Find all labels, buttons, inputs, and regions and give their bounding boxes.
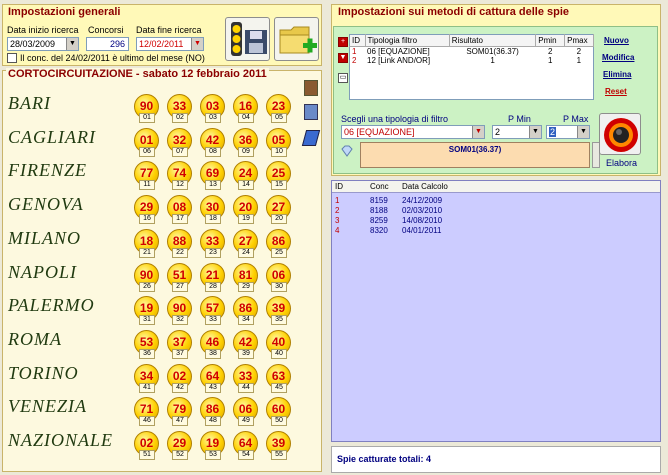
formula-text: SOM01(36.37) bbox=[448, 145, 502, 154]
ball-position-label: 45 bbox=[271, 383, 287, 393]
wheel-name: NAPOLI bbox=[8, 261, 77, 282]
ball-position-label: 16 bbox=[139, 214, 155, 224]
ball-position-label: 27 bbox=[172, 282, 188, 292]
drawn-number-ball[interactable]: 64 bbox=[200, 364, 225, 389]
remove-icon[interactable]: ▼ bbox=[339, 54, 347, 61]
end-date-value: 12/02/2011 bbox=[139, 39, 184, 49]
target-icon bbox=[600, 114, 642, 156]
table-row[interactable] bbox=[350, 56, 594, 65]
floppy-disk-icon bbox=[226, 18, 271, 62]
ball-position-label: 39 bbox=[238, 349, 254, 359]
drawn-number-ball[interactable]: 88 bbox=[167, 229, 192, 254]
ball-position-label: 41 bbox=[139, 383, 155, 393]
ball-position-label: 37 bbox=[172, 349, 188, 359]
add-icon[interactable]: + bbox=[338, 37, 348, 47]
drawn-number-ball[interactable]: 39 bbox=[266, 431, 291, 456]
ball-position-label: 03 bbox=[205, 113, 221, 123]
ball-position-label: 44 bbox=[238, 383, 254, 393]
drawn-number-ball[interactable]: 42 bbox=[233, 330, 258, 355]
ball-position-label: 48 bbox=[205, 416, 221, 426]
ball-position-label: 38 bbox=[205, 349, 221, 359]
col-id: ID bbox=[335, 182, 343, 191]
filter-table bbox=[349, 34, 594, 100]
formula-box[interactable] bbox=[360, 142, 590, 168]
list-cell-id: 4 bbox=[335, 226, 340, 235]
wheel-name: MILANO bbox=[8, 227, 81, 248]
wheel-name: PALERMO bbox=[8, 295, 95, 316]
ball-position-label: 18 bbox=[205, 214, 221, 224]
ball-position-label: 29 bbox=[238, 282, 254, 292]
row-pmin: 1 bbox=[547, 56, 553, 65]
row-pmax: 2 bbox=[576, 47, 582, 56]
drawn-number-ball[interactable]: 19 bbox=[134, 296, 159, 321]
drawn-number-ball[interactable]: 25 bbox=[266, 161, 291, 186]
drawn-number-ball[interactable]: 90 bbox=[134, 94, 159, 119]
pmin-select[interactable] bbox=[492, 125, 542, 139]
drawn-number-ball[interactable]: 27 bbox=[266, 195, 291, 220]
col-conc: Conc bbox=[370, 182, 389, 191]
copy-icon[interactable]: ▭ bbox=[339, 74, 347, 81]
list-cell-date: 04/01/2011 bbox=[402, 226, 442, 235]
row-result: SOM01(36.37) bbox=[466, 47, 519, 56]
pmax-label: P Max bbox=[563, 114, 589, 124]
run-button[interactable] bbox=[599, 113, 641, 155]
folder-add-icon bbox=[275, 18, 320, 62]
contests-value: 296 bbox=[109, 39, 125, 49]
end-date-select[interactable] bbox=[136, 37, 204, 51]
ball-position-label: 23 bbox=[205, 248, 221, 258]
drawn-number-ball[interactable]: 74 bbox=[167, 161, 192, 186]
wheel-name: TORINO bbox=[8, 362, 79, 383]
ball-position-label: 11 bbox=[139, 180, 155, 190]
list-cell-conc: 8159 bbox=[370, 196, 388, 205]
row-result: 1 bbox=[490, 56, 495, 65]
col-date: Data Calcolo bbox=[402, 182, 448, 191]
add-folder-button[interactable] bbox=[274, 17, 319, 61]
row-pmin: 2 bbox=[547, 47, 553, 56]
drawn-number-ball[interactable]: 37 bbox=[167, 330, 192, 355]
drawn-number-ball[interactable]: 02 bbox=[134, 431, 159, 456]
drawn-number-ball[interactable]: 51 bbox=[167, 263, 192, 288]
drawn-number-ball[interactable]: 32 bbox=[167, 128, 192, 153]
list-item[interactable] bbox=[332, 216, 542, 225]
ball-position-label: 14 bbox=[238, 180, 254, 190]
ball-position-label: 22 bbox=[172, 248, 188, 258]
drawn-number-ball[interactable]: 19 bbox=[200, 431, 225, 456]
ball-position-label: 55 bbox=[271, 450, 287, 460]
start-date-label: Data inizio ricerca bbox=[7, 25, 79, 35]
list-cell-conc: 8188 bbox=[370, 206, 388, 215]
wheel-name: GENOVA bbox=[8, 194, 84, 215]
drawn-number-ball[interactable]: 86 bbox=[200, 397, 225, 422]
draw-title: CORTOCIRCUITAZIONE - sabato 12 febbraio 2011 bbox=[8, 68, 267, 80]
ball-position-label: 02 bbox=[172, 113, 188, 123]
drawn-number-ball[interactable]: 02 bbox=[167, 364, 192, 389]
pmin-label: P Min bbox=[508, 114, 531, 124]
save-button[interactable] bbox=[225, 17, 270, 61]
drawn-number-ball[interactable]: 29 bbox=[134, 195, 159, 220]
drawn-number-ball[interactable]: 39 bbox=[266, 296, 291, 321]
row-pmax: 1 bbox=[576, 56, 582, 65]
ball-position-label: 26 bbox=[139, 282, 155, 292]
ball-position-label: 32 bbox=[172, 315, 188, 325]
choose-filter-label: Scegli una tipologia di filtro bbox=[341, 114, 449, 124]
ball-position-label: 17 bbox=[172, 214, 188, 224]
ball-position-label: 35 bbox=[271, 315, 287, 325]
ball-position-label: 49 bbox=[238, 416, 254, 426]
ball-position-label: 04 bbox=[238, 113, 254, 123]
drawn-number-ball[interactable]: 27 bbox=[233, 229, 258, 254]
wheel-name: VENEZIA bbox=[8, 396, 87, 417]
drawn-number-ball[interactable]: 79 bbox=[167, 397, 192, 422]
ball-position-label: 30 bbox=[271, 282, 287, 292]
list-cell-date: 24/12/2009 bbox=[402, 196, 443, 205]
drawn-number-ball[interactable]: 21 bbox=[200, 263, 225, 288]
wheel-name: ROMA bbox=[8, 328, 62, 349]
drawn-number-ball[interactable]: 46 bbox=[200, 330, 225, 355]
pmax-select[interactable] bbox=[546, 125, 590, 139]
list-cell-conc: 8320 bbox=[370, 226, 388, 235]
ball-position-label: 53 bbox=[205, 450, 221, 460]
wheel-name: CAGLIARI bbox=[8, 126, 96, 147]
ball-position-label: 42 bbox=[172, 383, 188, 393]
ball-position-label: 24 bbox=[238, 248, 254, 258]
drawn-number-ball[interactable]: 08 bbox=[167, 195, 192, 220]
pmin-value: 2 bbox=[495, 127, 501, 137]
drawn-number-ball[interactable]: 18 bbox=[134, 229, 159, 254]
drawn-number-ball[interactable]: 69 bbox=[200, 161, 225, 186]
total-label: Spie catturate totali: 4 bbox=[337, 454, 432, 464]
drawn-number-ball[interactable]: 06 bbox=[266, 263, 291, 288]
row-type: 12 [Link AND/OR] bbox=[367, 56, 431, 65]
drawn-number-ball[interactable]: 86 bbox=[233, 296, 258, 321]
drawn-number-ball[interactable]: 42 bbox=[200, 128, 225, 153]
drawn-number-ball[interactable]: 33 bbox=[200, 229, 225, 254]
drawn-number-ball[interactable]: 77 bbox=[134, 161, 159, 186]
ball-position-label: 43 bbox=[205, 383, 221, 393]
ball-position-label: 05 bbox=[271, 113, 287, 123]
delete-link[interactable]: Elimina bbox=[603, 70, 632, 79]
drawn-number-ball[interactable]: 23 bbox=[266, 94, 291, 119]
spy-settings-title: Impostazioni sui metodi di cattura delle spie bbox=[338, 6, 570, 18]
drawn-number-ball[interactable]: 63 bbox=[266, 364, 291, 389]
start-date-select[interactable] bbox=[7, 37, 79, 51]
ball-position-label: 51 bbox=[139, 450, 155, 460]
wheel-name: BARI bbox=[8, 93, 51, 113]
ball-position-label: 40 bbox=[271, 349, 287, 359]
chart-icon[interactable] bbox=[304, 80, 318, 96]
list-cell-id: 3 bbox=[335, 216, 340, 225]
contests-input[interactable] bbox=[86, 37, 129, 51]
drawn-number-ball[interactable]: 71 bbox=[134, 397, 159, 422]
ball-position-label: 36 bbox=[139, 349, 155, 359]
list-cell-id: 1 bbox=[335, 196, 340, 205]
ball-position-label: 46 bbox=[139, 416, 155, 426]
col-pmin: Pmin bbox=[536, 35, 565, 47]
drawn-number-ball[interactable]: 20 bbox=[233, 195, 258, 220]
drawn-number-ball[interactable]: 53 bbox=[134, 330, 159, 355]
list-cell-id: 2 bbox=[335, 206, 340, 215]
table-row[interactable] bbox=[350, 47, 594, 57]
filter-type-select[interactable] bbox=[341, 125, 485, 139]
drawn-number-ball[interactable]: 64 bbox=[233, 431, 258, 456]
drawn-number-ball[interactable]: 33 bbox=[167, 94, 192, 119]
last-of-month-label: Il conc. del 24/02/2011 è ultimo del mese (NO) bbox=[20, 53, 205, 63]
drawn-number-ball[interactable]: 90 bbox=[134, 263, 159, 288]
ball-position-label: 50 bbox=[271, 416, 287, 426]
ball-position-label: 25 bbox=[271, 248, 287, 258]
start-date-value: 28/03/2009 bbox=[10, 39, 56, 49]
ball-position-label: 28 bbox=[205, 282, 221, 292]
chevron-down-icon: ▼ bbox=[577, 126, 589, 138]
document-icon[interactable] bbox=[304, 104, 318, 120]
drawn-number-ball[interactable]: 30 bbox=[200, 195, 225, 220]
col-id: ID bbox=[350, 35, 366, 47]
ball-position-label: 21 bbox=[139, 248, 155, 258]
drawn-number-ball[interactable]: 06 bbox=[233, 397, 258, 422]
drawn-number-ball[interactable]: 01 bbox=[134, 128, 159, 153]
calc-list-header bbox=[332, 181, 660, 193]
ball-position-label: 54 bbox=[238, 450, 254, 460]
drawn-number-ball[interactable]: 34 bbox=[134, 364, 159, 389]
last-of-month-checkbox[interactable] bbox=[7, 53, 17, 63]
contests-label: Concorsi bbox=[88, 25, 124, 35]
drawn-number-ball[interactable]: 90 bbox=[167, 296, 192, 321]
drawn-number-ball[interactable]: 24 bbox=[233, 161, 258, 186]
diamond-icon[interactable] bbox=[340, 144, 354, 158]
list-item[interactable] bbox=[332, 206, 542, 215]
drawn-number-ball[interactable]: 33 bbox=[233, 364, 258, 389]
reset-link[interactable]: Reset bbox=[605, 87, 627, 96]
ball-position-label: 09 bbox=[238, 147, 254, 157]
wheel-name: FIRENZE bbox=[8, 160, 87, 181]
ball-position-label: 08 bbox=[205, 147, 221, 157]
ball-position-label: 47 bbox=[172, 416, 188, 426]
general-settings-title: Impostazioni generali bbox=[8, 6, 121, 18]
col-pmax: Pmax bbox=[565, 35, 594, 47]
list-cell-conc: 8259 bbox=[370, 216, 388, 225]
ball-position-label: 06 bbox=[139, 147, 155, 157]
drawn-number-ball[interactable]: 60 bbox=[266, 397, 291, 422]
ball-position-label: 01 bbox=[139, 113, 155, 123]
total-panel bbox=[331, 446, 661, 473]
list-item[interactable] bbox=[332, 196, 542, 205]
ball-position-label: 31 bbox=[139, 315, 155, 325]
list-cell-date: 14/08/2010 bbox=[402, 216, 443, 225]
edit-link[interactable]: Modifica bbox=[602, 53, 635, 62]
ball-position-label: 52 bbox=[172, 450, 188, 460]
row-id: 2 bbox=[352, 56, 357, 65]
ball-position-label: 19 bbox=[238, 214, 254, 224]
row-type: 06 [EQUAZIONE] bbox=[367, 47, 430, 56]
wheel-name: NAZIONALE bbox=[8, 430, 114, 450]
ball-position-label: 33 bbox=[205, 315, 221, 325]
ball-position-label: 34 bbox=[238, 315, 254, 325]
filter-type-value: 06 [EQUAZIONE] bbox=[344, 127, 415, 137]
drawn-number-ball[interactable]: 03 bbox=[200, 94, 225, 119]
ball-position-label: 12 bbox=[172, 180, 188, 190]
pmax-value: 2 bbox=[550, 127, 556, 137]
chevron-down-icon: ▼ bbox=[191, 38, 203, 50]
chevron-down-icon: ▼ bbox=[66, 38, 78, 50]
end-date-label: Data fine ricerca bbox=[136, 25, 202, 35]
ball-position-label: 13 bbox=[205, 180, 221, 190]
chevron-down-icon: ▼ bbox=[472, 126, 484, 138]
drawn-number-ball[interactable]: 81 bbox=[233, 263, 258, 288]
ball-position-label: 07 bbox=[172, 147, 188, 157]
drawn-number-ball[interactable]: 05 bbox=[266, 128, 291, 153]
drawn-number-ball[interactable]: 16 bbox=[233, 94, 258, 119]
ball-position-label: 10 bbox=[271, 147, 287, 157]
list-cell-date: 02/03/2010 bbox=[402, 206, 443, 215]
new-link[interactable]: Nuovo bbox=[604, 36, 629, 45]
drawn-number-ball[interactable]: 57 bbox=[200, 296, 225, 321]
list-item[interactable] bbox=[332, 226, 542, 235]
col-type: Tipologia filtro bbox=[365, 35, 449, 47]
drawn-number-ball[interactable]: 29 bbox=[167, 431, 192, 456]
col-result: Risultato bbox=[449, 35, 536, 47]
row-id: 1 bbox=[352, 47, 357, 56]
filter-table-header bbox=[350, 35, 594, 47]
chevron-down-icon: ▼ bbox=[529, 126, 541, 138]
drawn-number-ball[interactable]: 86 bbox=[266, 229, 291, 254]
drawn-number-ball[interactable]: 40 bbox=[266, 330, 291, 355]
drawn-number-ball[interactable]: 36 bbox=[233, 128, 258, 153]
ball-position-label: 20 bbox=[271, 214, 287, 224]
run-label: Elabora bbox=[606, 158, 638, 168]
ball-position-label: 15 bbox=[271, 180, 287, 190]
